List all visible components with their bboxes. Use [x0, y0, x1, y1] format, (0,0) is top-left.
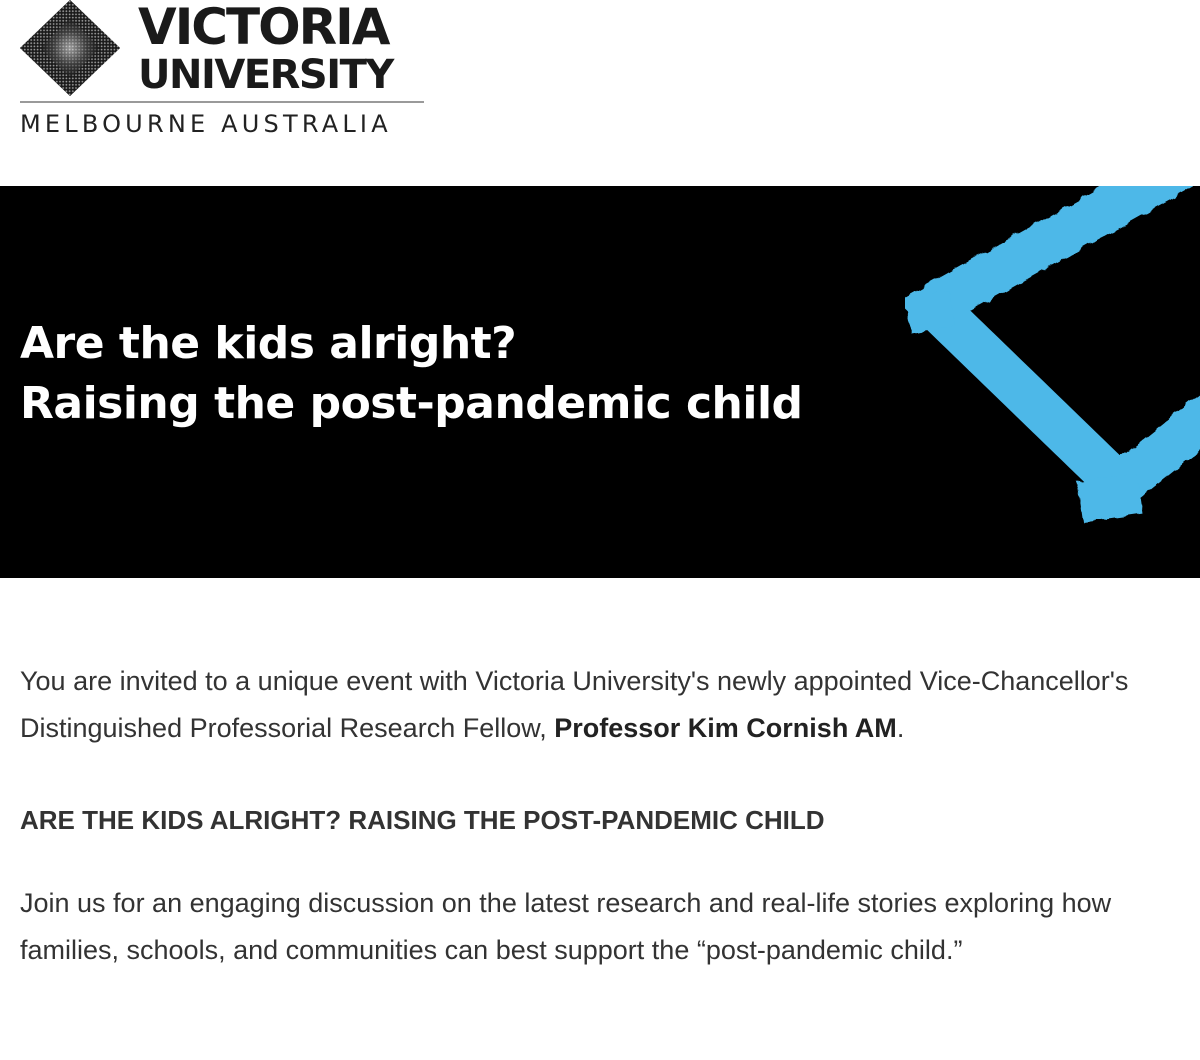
description-paragraph: Join us for an engaging discussion on the latest research and real-life stories exploring how families, schools, and communities can best support the “post-pandemic child.”	[20, 888, 1112, 965]
halftone-diamond-icon	[20, 0, 140, 96]
event-description	[20, 658, 1170, 974]
university-logo[interactable]	[20, 0, 426, 140]
logo-name-line1: VICTORIA	[138, 0, 389, 56]
banner-title	[20, 314, 803, 434]
banner-title-line1: Are the kids alright?	[20, 318, 517, 369]
event-heading: ARE THE KIDS ALRIGHT? RAISING THE POST-PANDEMIC CHILD	[20, 805, 825, 835]
speaker-name: Professor Kim Cornish AM	[554, 713, 897, 743]
brush-diamond-icon	[880, 186, 1200, 578]
intro-text: You are invited to a unique event with Victoria University's newly appointed Vice-Chancellor's Distinguished Professorial Research Fellow,	[20, 666, 1129, 743]
logo-divider	[20, 101, 424, 103]
banner-title-line2: Raising the post-pandemic child	[20, 378, 803, 429]
logo-subtitle: MELBOURNE AUSTRALIA	[20, 110, 392, 138]
event-banner	[0, 186, 1200, 578]
intro-paragraph	[20, 658, 1170, 752]
intro-end: .	[896, 713, 905, 743]
logo-wordmark	[138, 0, 428, 98]
logo-name-line2: UNIVERSITY	[138, 52, 393, 98]
